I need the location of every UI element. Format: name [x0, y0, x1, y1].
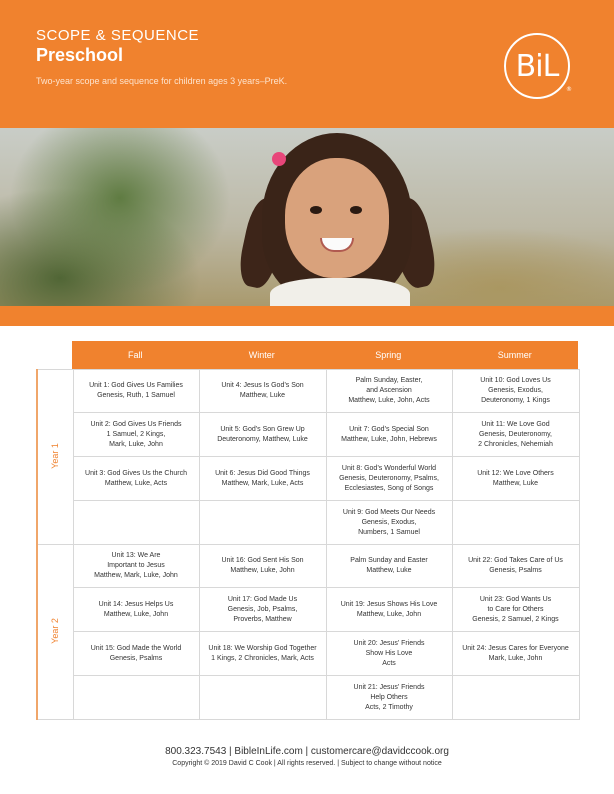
unit-title: Unit 15: God Made the World: [90, 644, 182, 652]
unit-detail: Matthew, Luke: [366, 567, 412, 574]
unit-title: Unit 13: We Are: [111, 552, 161, 559]
unit-detail: Genesis, Job, Psalms,: [227, 605, 298, 613]
unit-cell: [73, 457, 199, 501]
unit-cell: [199, 676, 326, 720]
unit-detail: Proverbs, Matthew: [233, 615, 292, 623]
unit-detail: Matthew, Mark, Luke, Acts: [221, 479, 304, 487]
unit-detail: Genesis, Psalms: [109, 654, 163, 662]
season-spring: Spring: [375, 350, 402, 360]
unit-title: Unit 10: God Loves Us: [480, 377, 551, 384]
unit-cell: [326, 370, 452, 413]
unit-title: Unit 5: God’s Son Grew Up: [220, 425, 305, 433]
unit-cell: [452, 457, 579, 501]
unit-title: Unit 7: God’s Special Son: [349, 425, 429, 433]
unit-cell: [199, 545, 326, 588]
unit-cell: [452, 588, 579, 632]
table-row: [37, 501, 579, 545]
unit-detail: Deuteronomy, 1 Kings: [481, 397, 550, 404]
year-label: Year 2: [50, 618, 61, 644]
unit-detail: Ecclesiastes, Song of Songs: [344, 484, 434, 492]
unit-title: Unit 6: Jesus Did Good Things: [215, 469, 310, 477]
unit-cell: [73, 370, 199, 413]
table-row: [37, 632, 579, 676]
unit-title: Unit 1: God Gives Us Families: [89, 382, 183, 389]
unit-cell: [73, 676, 199, 720]
page-title: Preschool: [36, 45, 124, 65]
hero-photo-girl: [0, 128, 614, 306]
unit-cell: [199, 632, 326, 676]
unit-detail: Mark, Luke, John: [488, 654, 543, 662]
unit-cell: [73, 632, 199, 676]
unit-detail: Genesis, Exodus,: [361, 518, 417, 526]
unit-detail: and Ascension: [366, 387, 412, 394]
unit-cell: [452, 632, 579, 676]
unit-cell: [326, 457, 452, 501]
unit-cell: [452, 501, 579, 545]
unit-detail: Matthew, Luke, John: [230, 567, 295, 574]
unit-cell: [452, 676, 579, 720]
unit-cell: [73, 413, 199, 457]
unit-detail: Genesis, Psalms: [489, 567, 542, 574]
table-row: [37, 413, 579, 457]
unit-title: Unit 8: God’s Wonderful World: [341, 464, 437, 472]
unit-detail: Acts: [382, 659, 396, 667]
unit-detail: Acts, 2 Timothy: [365, 703, 413, 711]
table-row: [37, 676, 579, 720]
unit-detail: Numbers, 1 Samuel: [358, 528, 420, 536]
unit-cell: [199, 413, 326, 457]
unit-cell: [452, 370, 579, 413]
unit-detail: 1 Samuel, 2 Kings,: [106, 430, 166, 438]
unit-title: Unit 22: God Takes Care of Us: [468, 557, 563, 564]
unit-cell: [326, 588, 452, 632]
unit-cell: [452, 545, 579, 588]
unit-detail: Genesis, Ruth, 1 Samuel: [97, 392, 175, 399]
unit-detail: Genesis, 2 Samuel, 2 Kings: [472, 615, 559, 623]
page-subtitle: Two-year scope and sequence for children ages 3 years–PreK.: [36, 76, 288, 86]
unit-title: Unit 19: Jesus Shows His Love: [340, 600, 438, 608]
unit-cell: [199, 457, 326, 501]
unit-detail: Matthew, Luke: [239, 392, 286, 399]
bil-logo: [504, 33, 570, 99]
unit-title: Unit 11: We Love God: [481, 420, 550, 428]
unit-title: Unit 3: God Gives Us the Church: [85, 469, 187, 477]
unit-cell: [326, 676, 452, 720]
season-summer: Summer: [497, 350, 532, 360]
unit-detail: Matthew, Luke, John: [356, 610, 422, 618]
unit-title: Unit 16: God Sent His Son: [221, 557, 304, 564]
unit-detail: Important to Jesus: [107, 562, 165, 569]
unit-detail: Help Others: [370, 693, 408, 701]
unit-detail: Genesis, Deuteronomy,: [478, 430, 552, 438]
unit-detail: Deuteronomy, Matthew, Luke: [217, 435, 308, 443]
unit-detail: Genesis, Deuteronomy, Psalms,: [339, 474, 439, 482]
header-kicker: SCOPE & SEQUENCE: [36, 27, 200, 44]
logo-text: BiL: [515, 48, 559, 84]
unit-detail: Genesis, Exodus,: [488, 387, 543, 394]
unit-cell: [326, 501, 452, 545]
unit-title: Unit 18: We Worship God Together: [208, 644, 317, 652]
unit-detail: to Care for Others: [487, 605, 544, 613]
unit-cell: [326, 413, 452, 457]
unit-title: Unit 17: God Made Us: [227, 595, 298, 603]
table-row: [37, 588, 579, 632]
unit-detail: Matthew, Luke, John, Hebrews: [341, 435, 437, 443]
unit-cell: [73, 501, 199, 545]
unit-detail: 1 Kings, 2 Chronicles, Mark, Acts: [211, 654, 314, 662]
unit-detail: Matthew, Luke, John, Acts: [348, 397, 430, 404]
unit-title: Palm Sunday and Easter: [350, 557, 428, 564]
year-label-cell: [37, 545, 73, 720]
unit-title: Palm Sunday, Easter,: [355, 377, 423, 384]
table-row: [37, 545, 579, 588]
unit-title: Unit 20: Jesus’ Friends: [353, 639, 425, 647]
year-label-cell: [37, 370, 73, 545]
unit-detail: Matthew, Luke, Acts: [104, 479, 168, 487]
unit-detail: Matthew, Mark, Luke, John: [94, 572, 178, 579]
unit-cell: [326, 632, 452, 676]
unit-cell: [326, 545, 452, 588]
schedule-table: [36, 369, 580, 720]
unit-title: Unit 12: We Love Others: [477, 469, 554, 477]
unit-title: Unit 23: God Wants Us: [479, 595, 552, 603]
table-row: [37, 457, 579, 501]
unit-detail: Show His Love: [365, 649, 413, 657]
logo-trademark: ®: [566, 86, 571, 93]
season-header: [72, 341, 578, 369]
unit-title: Unit 14: Jesus Helps Us: [98, 600, 174, 608]
unit-title: Unit 2: God Gives Us Friends: [90, 420, 182, 428]
unit-cell: [452, 413, 579, 457]
table-row: [37, 370, 579, 413]
unit-detail: Mark, Luke, John: [109, 440, 163, 448]
year-label: Year 1: [50, 443, 61, 469]
divider-bar: [0, 306, 614, 326]
season-fall: Fall: [127, 350, 143, 360]
unit-cell: [199, 588, 326, 632]
unit-cell: [199, 370, 326, 413]
season-winter: Winter: [248, 350, 275, 360]
unit-title: Unit 9: God Meets Our Needs: [342, 508, 436, 516]
unit-detail: 2 Chronicles, Nehemiah: [478, 440, 553, 448]
unit-title: Unit 24: Jesus Cares for Everyone: [462, 644, 569, 652]
unit-detail: Matthew, Luke: [492, 479, 539, 487]
footer-copyright: Copyright © 2019 David C Cook | All rights reserved. | Subject to change without notice: [172, 760, 442, 767]
unit-detail: Matthew, Luke, John: [103, 610, 169, 618]
unit-title: Unit 4: Jesus Is God’s Son: [221, 382, 304, 389]
unit-cell: [199, 501, 326, 545]
unit-cell: [73, 588, 199, 632]
footer-contact: 800.323.7543 | BibleInLife.com | customercare@davidccook.org: [165, 746, 449, 757]
unit-cell: [73, 545, 199, 588]
unit-title: Unit 21: Jesus’ Friends: [353, 683, 425, 691]
header-banner: [0, 0, 614, 128]
